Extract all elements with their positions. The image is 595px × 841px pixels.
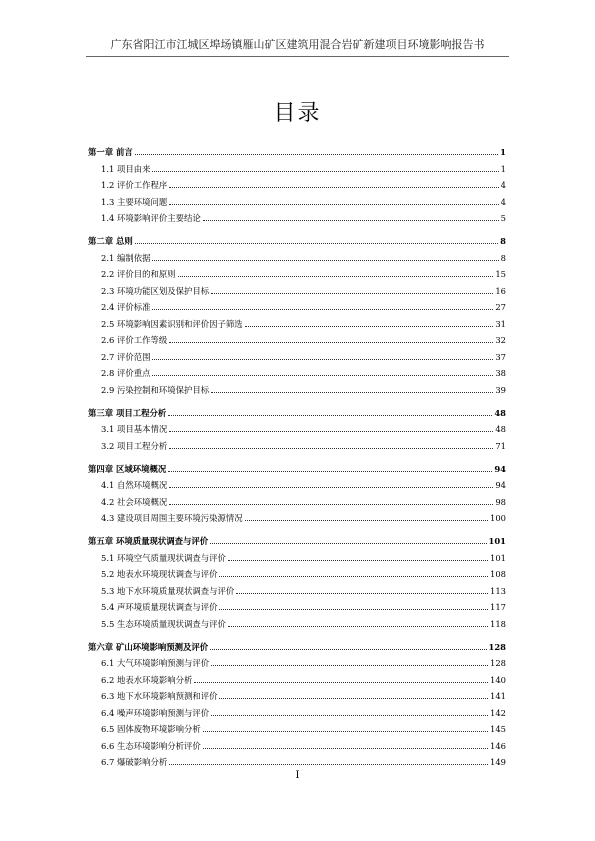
- dot-leader: [152, 375, 493, 376]
- toc-section-entry[interactable]: [88, 613, 506, 630]
- page-title: 目录: [273, 101, 322, 126]
- toc-entry-label: 第四章 区域环境概况: [88, 463, 167, 474]
- toc-section-entry[interactable]: [88, 491, 506, 508]
- toc-entry-page: 31: [495, 318, 506, 329]
- toc-entry-page: 101: [490, 552, 506, 563]
- toc-entry-label: 6.4 噪声环境影响预测与评价: [101, 707, 210, 718]
- toc-entry-label: 第一章 前言: [88, 147, 133, 157]
- toc-entry-page: 94: [494, 463, 506, 474]
- dot-leader: [169, 448, 493, 449]
- toc-entry-page: 16: [495, 285, 506, 296]
- toc-entry-page: 94: [495, 480, 506, 490]
- toc-entry-page: 4: [500, 196, 506, 207]
- toc-entry-page: 71: [495, 440, 506, 451]
- dot-leader: [210, 649, 486, 650]
- toc-entry-page: 48: [494, 407, 506, 418]
- toc-entry-label: 2.9 污染控制和环境保护目标: [101, 384, 210, 395]
- toc-entry-label: 6.3 地下水环境影响预测和评价: [101, 691, 218, 701]
- toc-entry-label: 6.5 固体废物环境影响分析: [101, 724, 201, 734]
- dot-leader: [152, 359, 493, 360]
- toc-section-entry[interactable]: [88, 379, 506, 396]
- dot-leader: [219, 698, 488, 699]
- dot-leader: [135, 154, 498, 155]
- dot-leader: [219, 609, 488, 610]
- toc-entry-label: 2.1 编制依据: [101, 252, 151, 263]
- toc-entry-label: 1.3 主要环境问题: [101, 196, 168, 207]
- toc-entry-label: 2.8 评价重点: [101, 368, 151, 378]
- toc-chapter-entry[interactable]: [88, 402, 506, 419]
- dot-leader: [169, 204, 498, 205]
- dot-leader: [152, 260, 498, 261]
- dot-leader: [211, 392, 493, 393]
- toc-section-entry[interactable]: [88, 175, 506, 192]
- table-of-contents: [88, 141, 506, 768]
- dot-leader: [169, 504, 493, 505]
- toc-section-entry[interactable]: [88, 280, 506, 297]
- dot-leader: [169, 342, 493, 343]
- toc-section-entry[interactable]: [88, 752, 506, 769]
- toc-entry-label: 第三章 项目工程分析: [88, 407, 167, 418]
- dot-leader: [228, 626, 488, 627]
- toc-entry-label: 5.5 生态环境质量现状调查与评价: [101, 618, 226, 629]
- toc-entry-label: 4.2 社会环境概况: [101, 496, 168, 507]
- toc-section-entry[interactable]: [88, 264, 506, 281]
- toc-entry-page: 15: [495, 269, 506, 279]
- dot-leader: [169, 764, 488, 765]
- toc-chapter-entry[interactable]: [88, 636, 506, 653]
- toc-entry-label: 3.2 项目工程分析: [101, 440, 168, 451]
- toc-entry-label: 5.4 声环境质量现状调查与评价: [101, 602, 218, 612]
- toc-entry-label: 5.3 地下水环境质量现状调查与评价: [101, 585, 235, 596]
- toc-section-entry[interactable]: [88, 686, 506, 703]
- toc-entry-page: 149: [490, 757, 506, 767]
- toc-entry-label: 2.6 评价工作等级: [101, 335, 168, 345]
- dot-leader: [211, 293, 493, 294]
- toc-section-entry[interactable]: [88, 547, 506, 564]
- toc-entry-page: 98: [495, 496, 506, 507]
- toc-section-entry[interactable]: [88, 191, 506, 208]
- toc-entry-label: 4.1 自然环境概况: [101, 480, 168, 490]
- toc-entry-page: 5: [500, 213, 506, 223]
- dot-leader: [203, 748, 488, 749]
- toc-section-entry[interactable]: [88, 419, 506, 436]
- toc-entry-label: 2.2 评价目的和原则: [101, 269, 176, 279]
- toc-section-entry[interactable]: [88, 653, 506, 670]
- toc-section-entry[interactable]: [88, 719, 506, 736]
- dot-leader: [169, 487, 493, 488]
- dot-leader: [236, 593, 488, 594]
- toc-section-entry[interactable]: [88, 208, 506, 225]
- toc-section-entry[interactable]: [88, 702, 506, 719]
- toc-entry-page: 140: [490, 674, 506, 685]
- toc-section-entry[interactable]: [88, 297, 506, 314]
- toc-entry-label: 1.1 项目由来: [101, 163, 151, 174]
- toc-entry-page: 4: [500, 180, 506, 190]
- toc-entry-label: 第五章 环境质量现状调查与评价: [88, 536, 209, 546]
- dot-leader: [245, 520, 488, 521]
- toc-entry-label: 5.2 地表水环境现状调查与评价: [101, 569, 218, 579]
- toc-entry-page: 113: [490, 585, 506, 596]
- dot-leader: [152, 309, 493, 310]
- toc-chapter-entry[interactable]: [88, 458, 506, 475]
- toc-entry-label: 3.1 项目基本情况: [101, 424, 168, 434]
- dot-leader: [135, 243, 498, 244]
- toc-entry-label: 6.7 爆破影响分析: [101, 757, 168, 767]
- toc-entry-label: 4.3 建设项目周围主要环境污染源情况: [101, 513, 243, 523]
- dot-leader: [219, 576, 488, 577]
- dot-leader: [203, 220, 499, 221]
- toc-entry-page: 141: [490, 691, 506, 701]
- toc-entry-page: 146: [490, 740, 506, 751]
- toc-entry-label: 1.4 环境影响评价主要结论: [101, 213, 201, 223]
- toc-entry-page: 39: [495, 384, 506, 395]
- toc-entry-page: 1: [500, 163, 506, 174]
- toc-entry-label: 2.3 环境功能区划及保护目标: [101, 285, 210, 296]
- toc-entry-page: 27: [495, 302, 506, 312]
- toc-section-entry[interactable]: [88, 580, 506, 597]
- toc-entry-page: 128: [488, 641, 506, 652]
- toc-section-entry[interactable]: [88, 313, 506, 330]
- toc-chapter-entry[interactable]: [88, 530, 506, 547]
- toc-entry-page: 8: [500, 252, 506, 263]
- dot-leader: [168, 415, 492, 416]
- toc-entry-page: 100: [490, 513, 506, 523]
- toc-entry-page: 145: [490, 724, 506, 734]
- toc-entry-page: 32: [495, 335, 506, 345]
- toc-section-entry[interactable]: [88, 597, 506, 614]
- toc-entry-page: 117: [490, 602, 506, 612]
- dot-leader: [169, 187, 498, 188]
- toc-entry-page: 142: [490, 707, 506, 718]
- toc-section-entry[interactable]: [88, 158, 506, 175]
- toc-entry-page: 38: [495, 368, 506, 378]
- toc-section-entry[interactable]: [88, 508, 506, 525]
- toc-section-entry[interactable]: [88, 669, 506, 686]
- toc-entry-label: 2.4 评价标准: [101, 302, 151, 312]
- toc-entry-label: 2.7 评价范围: [101, 351, 151, 362]
- toc-entry-label: 2.5 环境影响因素识别和评价因子筛选: [101, 318, 243, 329]
- toc-section-entry[interactable]: [88, 247, 506, 264]
- toc-entry-page: 1: [500, 147, 506, 157]
- dot-leader: [152, 171, 498, 172]
- dot-leader: [178, 276, 494, 277]
- toc-section-entry[interactable]: [88, 330, 506, 347]
- dot-leader: [194, 682, 488, 683]
- page-header: [86, 34, 509, 57]
- dot-leader: [210, 543, 486, 544]
- dot-leader: [169, 431, 493, 432]
- dot-leader: [245, 326, 494, 327]
- toc-entry-label: 1.2 评价工作程序: [101, 180, 168, 190]
- toc-entry-page: 48: [495, 424, 506, 434]
- dot-leader: [168, 471, 492, 472]
- toc-entry-label: 第二章 总则: [88, 236, 133, 246]
- dot-leader: [211, 665, 488, 666]
- toc-section-entry[interactable]: [88, 564, 506, 581]
- header-text: 广东省阳江市江城区埠场镇雁山矿区建筑用混合岩矿新建项目环境影响报告书: [110, 38, 485, 51]
- toc-section-entry[interactable]: [88, 435, 506, 452]
- toc-entry-label: 5.1 环境空气质量现状调查与评价: [101, 552, 226, 563]
- toc-entry-page: 108: [490, 569, 506, 579]
- page-number: I: [295, 770, 300, 781]
- toc-entry-page: 128: [490, 658, 506, 668]
- toc-section-entry[interactable]: [88, 475, 506, 492]
- toc-chapter-entry[interactable]: [88, 141, 506, 158]
- dot-leader: [228, 560, 488, 561]
- toc-entry-page: 118: [490, 618, 506, 629]
- toc-entry-page: 37: [495, 351, 506, 362]
- toc-entry-label: 6.6 生态环境影响分析评价: [101, 740, 201, 751]
- toc-chapter-entry[interactable]: [88, 230, 506, 247]
- dot-leader: [211, 715, 488, 716]
- dot-leader: [203, 731, 488, 732]
- toc-entry-page: 101: [488, 536, 506, 546]
- toc-section-entry[interactable]: [88, 363, 506, 380]
- toc-entry-label: 6.2 地表水环境影响分析: [101, 674, 193, 685]
- toc-entry-page: 8: [500, 236, 506, 246]
- toc-section-entry[interactable]: [88, 346, 506, 363]
- toc-section-entry[interactable]: [88, 735, 506, 752]
- toc-entry-label: 6.1 大气环境影响预测与评价: [101, 658, 210, 668]
- toc-entry-label: 第六章 矿山环境影响预测及评价: [88, 641, 209, 652]
